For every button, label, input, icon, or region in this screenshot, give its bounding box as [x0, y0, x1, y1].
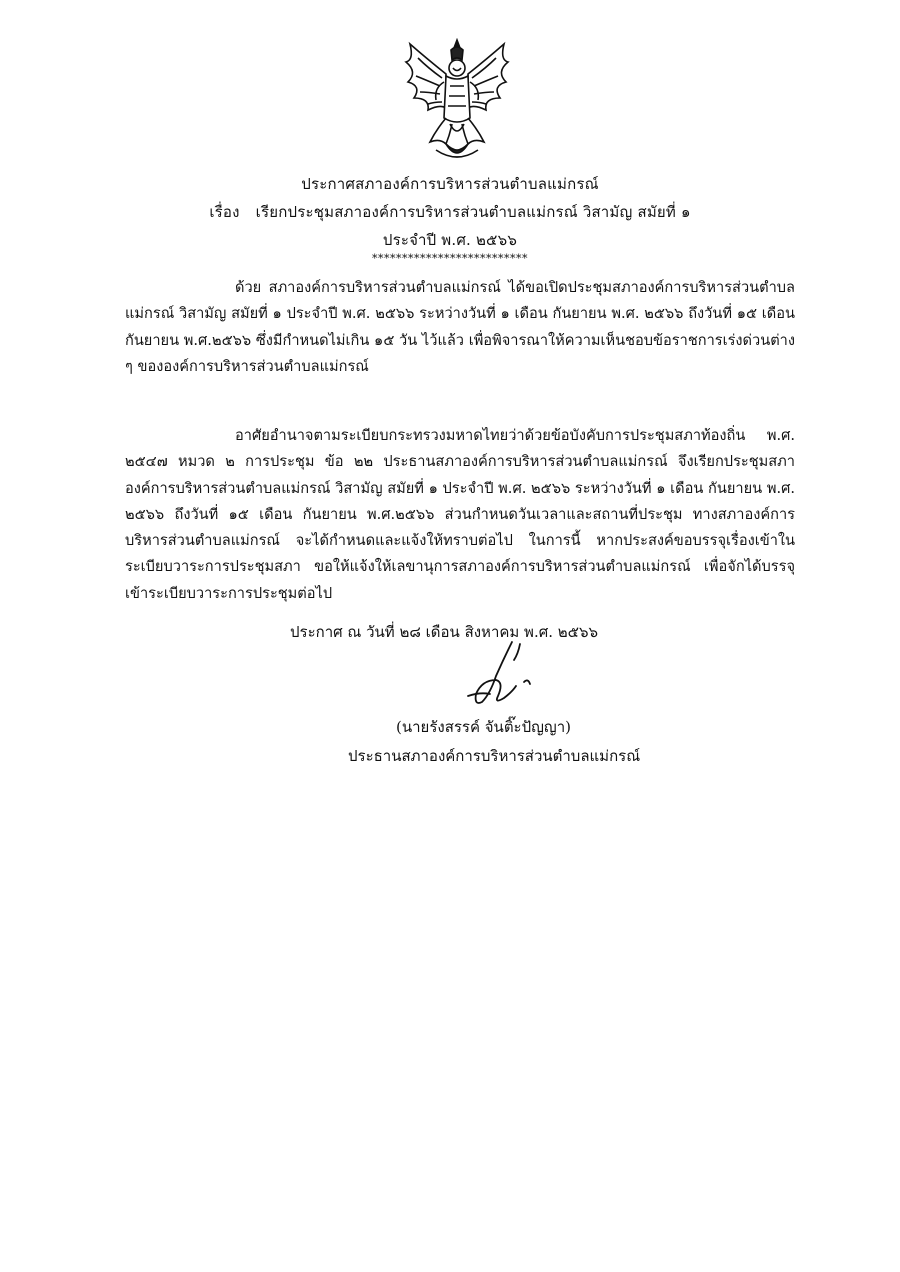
body-paragraph-2: อาศัยอำนาจตามระเบียบกระทรวงมหาดไทยว่าด้วยข้อบังคับการประชุมสภาท้องถิ่น พ.ศ. ๒๕๔๗ หมวด ๒ การประชุม ข้อ ๒๒ ประธานสภาองค์การบริหารส่วนตำบลแม่กรณ์ จึงเรียกประชุมสภาองค์การบริหารส่วนตำบลแม่กรณ์ วิสามัญ สมัยที่ ๑ ประจำปี พ.ศ. ๒๕๖๖ ระหว่างวันที่ ๑ เดือน กันยายน พ.ศ. ๒๕๖๖ ถึงวันที่ ๑๕ เดือน กันยายน พ.ศ.๒๕๖๖ ส่วนกำหนดวันเวลาและสถานที่ประชุม ทางสภาองค์การบริหารส่วนตำบลแม่กรณ์ จะได้กำหนดและแจ้งให้ทราบต่อไป ในการนี้ หากประสงค์ขอบรรจุเรื่องเข้าในระเบียบวาระการประชุมสภา ขอให้แจ้งให้เลขานุการสภาองค์การบริหารส่วนตำบลแม่กรณ์ เพื่อจักได้บรรจุเข้าระเบียบวาระการประชุมต่อไป [125, 427, 795, 602]
subject-text: เรียกประชุมสภาองค์การบริหารส่วนตำบลแม่กรณ์ วิสามัญ สมัยที่ ๑ [255, 203, 691, 221]
signature-icon [460, 636, 550, 710]
announcement-title: ประกาศสภาองค์การบริหารส่วนตำบลแม่กรณ์ [301, 175, 599, 193]
divider: ************************** [372, 252, 528, 265]
announcement-date: ประกาศ ณ วันที่ ๒๘ เดือน สิงหาคม พ.ศ. ๒๕๖๖ [290, 623, 599, 641]
signer-position: ประธานสภาองค์การบริหารส่วนตำบลแม่กรณ์ [348, 747, 641, 765]
signer-name: (นายรังสรรค์ จันติ๊ะปัญญา) [396, 718, 571, 736]
subject-label: เรื่อง [209, 203, 240, 221]
body-paragraph-1: ด้วย สภาองค์การบริหารส่วนตำบลแม่กรณ์ ได้ขอเปิดประชุมสภาองค์การบริหารส่วนตำบลแม่กรณ์ วิสามัญ สมัยที่ ๑ ประจำปี พ.ศ. ๒๕๖๖ ระหว่างวันที่ ๑ เดือน กันยายน พ.ศ. ๒๕๖๖ ถึงวันที่ ๑๕ เดือน กันยายน พ.ศ.๒๕๖๖ ซึ่งมีกำหนดไม่เกิน ๑๕ วัน ไว้แล้ว เพื่อพิจารณาให้ความเห็นชอบข้อราชการเร่งด่วนต่าง ๆ ขององค์การบริหารส่วนตำบลแม่กรณ์ [125, 279, 795, 375]
subject-year-line: ประจำปี พ.ศ. ๒๕๖๖ [382, 231, 518, 249]
subject-line [0, 200, 900, 224]
garuda-emblem-icon [396, 38, 518, 164]
